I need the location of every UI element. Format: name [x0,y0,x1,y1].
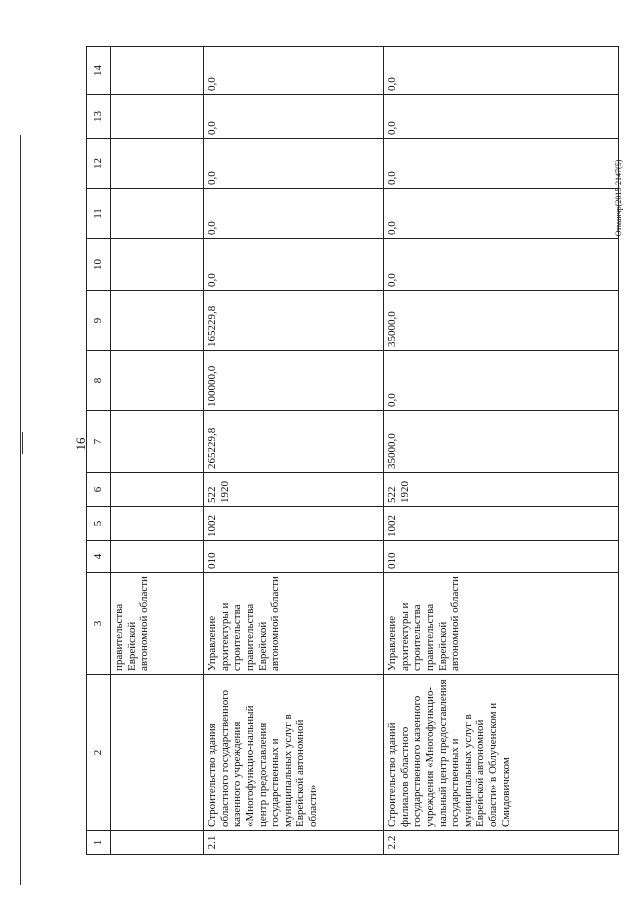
budget-table-wrapper [86,47,598,855]
table-cell [111,473,204,507]
table-cell: 35000,0 [384,291,619,351]
header-cell: 1 [87,831,111,855]
header-cell: 2 [87,675,111,831]
table-cell: 0,0 [204,189,384,239]
table-cell: 35000,0 [384,411,619,473]
table-cell [111,139,204,189]
table-cell: 522 1920 [204,473,384,507]
table-cell: 0,0 [204,47,384,95]
table-cell: Строительство зданий филиалов областного государственного казенного учреждения «Многофункцио-нальный центр предоставления государственных и муниципальных услуг в Еврейской автономной области» в Облученском и Смидовичском [384,675,619,831]
table-cell: 522 1920 [384,473,619,507]
table-cell [111,291,204,351]
header-cell: 5 [87,507,111,541]
header-cell: 10 [87,239,111,291]
header-cell: 4 [87,541,111,573]
header-cell: 9 [87,291,111,351]
table-cell: 0,0 [204,139,384,189]
header-cell: 8 [87,351,111,411]
header-row [87,47,111,855]
budget-table [86,46,619,855]
header-cell: 14 [87,47,111,95]
table-cell [111,507,204,541]
header-cell: 12 [87,139,111,189]
table-cell: 0,0 [384,239,619,291]
table-cell: 165229,8 [204,291,384,351]
table-cell: 010 [204,541,384,573]
table-cell [111,541,204,573]
table-cell [111,351,204,411]
header-cell: 3 [87,573,111,675]
table-cell: 0,0 [384,351,619,411]
document-stamp: Отманчр(2015-2147(5) [614,159,623,237]
table-row [204,47,384,855]
margin-line [20,135,21,885]
table-cell: 0,0 [384,95,619,139]
table-cell: 0,0 [204,239,384,291]
table-cell [111,675,204,831]
table-cell: правительства Еврейской автономной области [111,573,204,675]
table-cell [111,239,204,291]
table-cell: Строительство здания областного государственного казенного учреждения «Многофункцио-нальный центр предоставления государственных и муниципальных услуг в Еврейской автономной области» [204,675,384,831]
margin-line-short [22,432,23,454]
table-cell [111,189,204,239]
header-cell: 7 [87,411,111,473]
table-cell: 0,0 [204,95,384,139]
table-cell [111,95,204,139]
table-cell: 265229,8 [204,411,384,473]
row-number-cell: 2.1 [204,831,384,855]
table-cell: 010 [384,541,619,573]
table-cell: 0,0 [384,47,619,95]
table-cell [111,411,204,473]
header-cell: 13 [87,95,111,139]
table-cell: 100000,0 [204,351,384,411]
table-cell: 0,0 [384,139,619,189]
page-number: 16 [73,437,88,451]
row-number-cell: 2.2 [384,831,619,855]
header-cell: 11 [87,189,111,239]
table-row [384,47,619,855]
header-cell: 6 [87,473,111,507]
table-cell: Управление архитектуры и строительства правительства Еврейской автономной области [384,573,619,675]
table-cell [111,47,204,95]
table-cell: 1002 [384,507,619,541]
table-row [111,47,204,855]
table-cell [111,831,204,855]
table-cell: 0,0 [384,189,619,239]
table-cell: Управление архитектуры и строительства правительства Еврейской автономной области [204,573,384,675]
table-cell: 1002 [204,507,384,541]
